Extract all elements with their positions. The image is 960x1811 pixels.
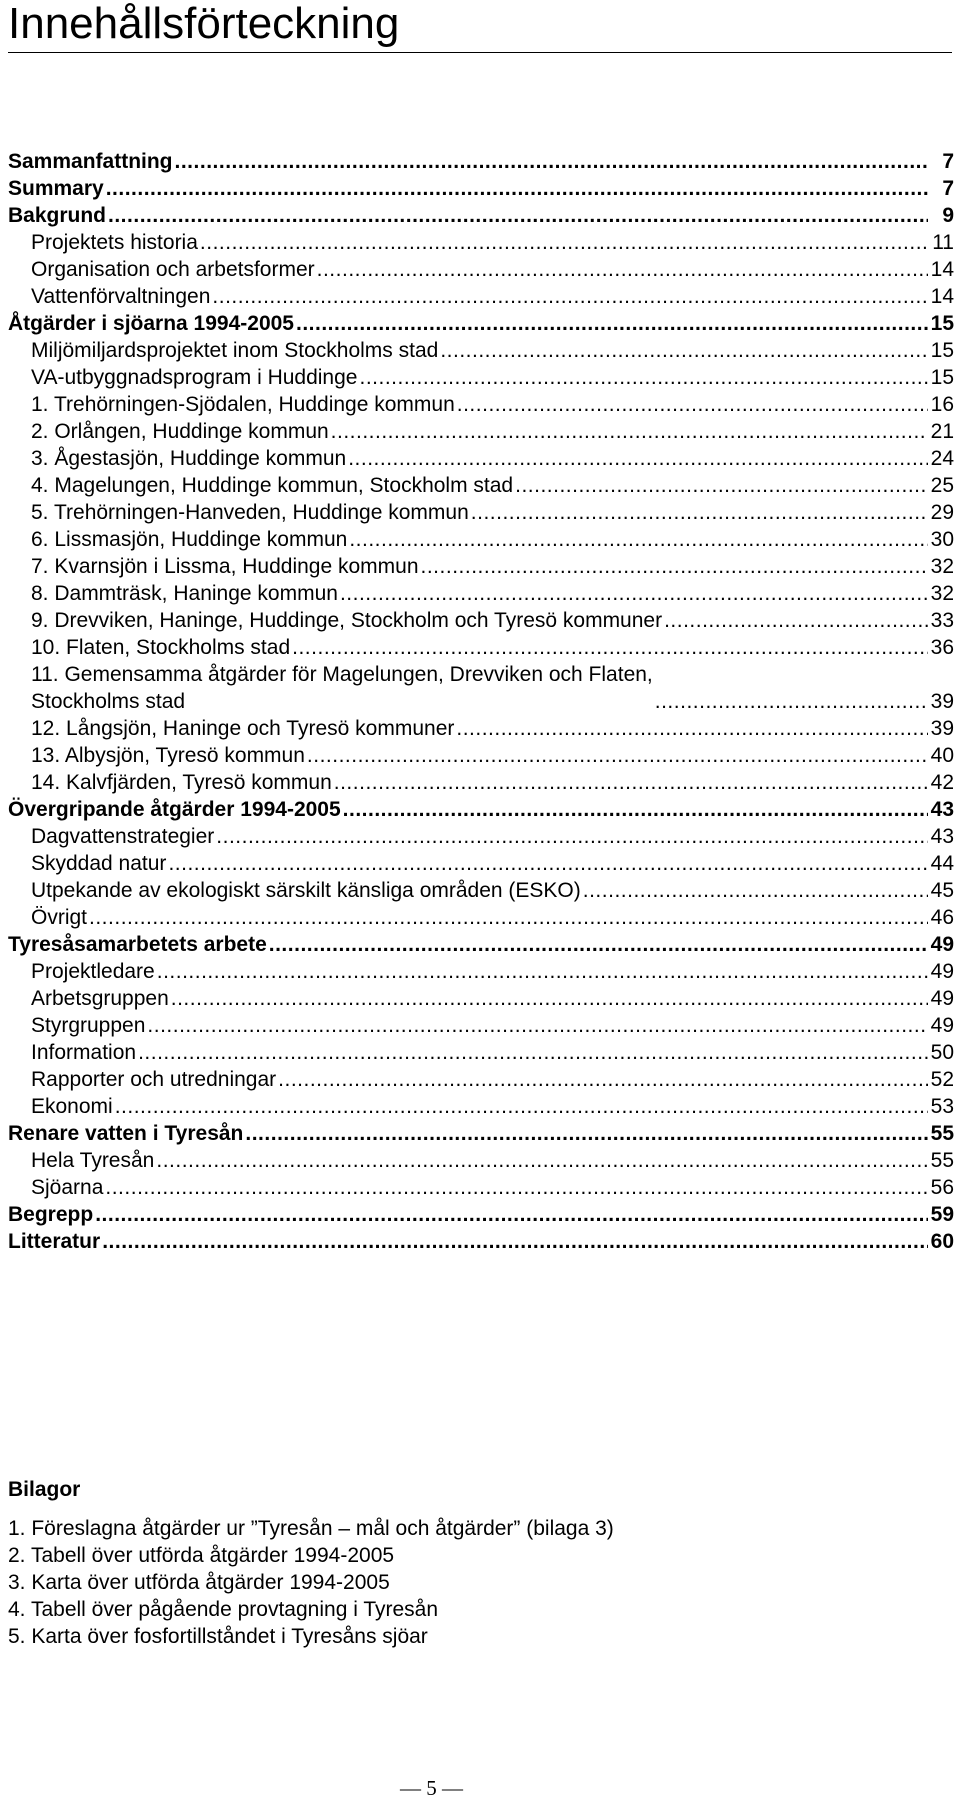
toc-entry-label: Sjöarna <box>31 1176 104 1199</box>
toc-entry[interactable] <box>8 607 954 634</box>
toc-entry-page: 30 <box>930 528 954 551</box>
dot-leader <box>515 472 928 499</box>
dot-leader <box>421 553 928 580</box>
dot-leader <box>278 1066 928 1093</box>
toc-entry[interactable] <box>8 580 954 607</box>
dot-leader <box>340 580 928 607</box>
toc-entry[interactable] <box>8 634 954 661</box>
toc-entry-label: Utpekande av ekologiskt särskilt känsliga områden (ESKO) <box>31 879 581 902</box>
toc-entry[interactable] <box>8 742 954 769</box>
toc-entry-page: 39 <box>930 717 954 740</box>
toc-entry-page: 9 <box>942 204 954 227</box>
toc-entry-page: 7 <box>942 150 954 173</box>
toc-entry-label: Sammanfattning <box>8 150 173 173</box>
toc-entry-label: 14. Kalvfjärden, Tyresö kommun <box>31 771 332 794</box>
toc-entry[interactable] <box>8 796 954 823</box>
page-number: — 5 — <box>400 1776 463 1800</box>
dot-leader <box>583 877 928 904</box>
toc-entry-page: 56 <box>930 1176 954 1199</box>
toc-entry[interactable] <box>8 1228 954 1255</box>
toc-entry-page: 39 <box>930 690 954 713</box>
toc-entry-page: 49 <box>930 960 954 983</box>
dot-leader <box>147 1012 928 1039</box>
toc-entry[interactable] <box>8 499 954 526</box>
toc-entry-label: Tyresåsamarbetets arbete <box>8 933 267 956</box>
toc-entry-page: 50 <box>930 1041 954 1064</box>
dot-leader <box>108 202 928 229</box>
toc-entry-page: 46 <box>930 906 954 929</box>
toc-entry-label: VA-utbyggnadsprogram i Huddinge <box>31 366 358 389</box>
dot-leader <box>157 958 928 985</box>
toc-entry-page: 15 <box>930 366 954 389</box>
dot-leader <box>102 1228 928 1255</box>
appendix-item: 2. Tabell över utförda åtgärder 1994-2005 <box>8 1544 395 1567</box>
toc-entry[interactable] <box>8 202 954 229</box>
dot-leader <box>655 688 928 715</box>
toc-entry-label: 3. Ågestasjön, Huddinge kommun <box>31 447 347 470</box>
toc-entry-page: 53 <box>930 1095 954 1118</box>
toc-entry-page: 24 <box>930 447 954 470</box>
toc-entry-page: 43 <box>930 798 954 821</box>
toc-entry[interactable] <box>8 283 954 310</box>
toc-entry-label: Rapporter och utredningar <box>31 1068 277 1091</box>
dot-leader <box>296 310 928 337</box>
toc-entry-label: Styrgruppen <box>31 1014 146 1037</box>
toc-entry-label-line: Stockholms stad <box>31 690 186 713</box>
page-title: Innehållsförteckning <box>8 2 952 53</box>
toc-entry[interactable] <box>8 364 954 391</box>
dot-leader <box>292 634 928 661</box>
toc-entry[interactable] <box>8 391 954 418</box>
dot-leader <box>471 499 928 526</box>
toc-entry[interactable] <box>8 931 954 958</box>
toc-entry-label: Övrigt <box>31 906 88 929</box>
dot-leader <box>348 445 928 472</box>
dot-leader <box>216 823 928 850</box>
dot-leader <box>331 418 928 445</box>
toc-entry-page: 29 <box>930 501 954 524</box>
toc-entry-page: 42 <box>930 771 954 794</box>
toc-entry-page: 25 <box>930 474 954 497</box>
dot-leader <box>95 1201 928 1228</box>
toc-entry[interactable] <box>8 472 954 499</box>
toc-entry-label: Projektledare <box>31 960 155 983</box>
toc-entry[interactable] <box>8 1012 954 1039</box>
toc-entry-label: 7. Kvarnsjön i Lissma, Huddinge kommun <box>31 555 419 578</box>
toc-entry[interactable] <box>8 1147 954 1174</box>
table-of-contents <box>8 148 954 1255</box>
toc-entry[interactable] <box>8 553 954 580</box>
dot-leader <box>317 256 928 283</box>
toc-entry-label: 6. Lissmasjön, Huddinge kommun <box>31 528 348 551</box>
dot-leader <box>343 796 928 823</box>
appendix-item: 5. Karta över fosfortillståndet i Tyresåns sjöar <box>8 1625 428 1648</box>
toc-entry-page: 15 <box>930 312 954 335</box>
dot-leader <box>156 1147 928 1174</box>
toc-entry-page: 59 <box>930 1203 954 1226</box>
toc-entry-page: 21 <box>930 420 954 443</box>
toc-entry-page: 32 <box>930 582 954 605</box>
toc-entry-page: 43 <box>930 825 954 848</box>
toc-entry-page: 14 <box>930 258 954 281</box>
toc-entry-label: Litteratur <box>8 1230 101 1253</box>
toc-entry-label: Summary <box>8 177 104 200</box>
dot-leader <box>171 985 928 1012</box>
dot-leader <box>359 364 928 391</box>
dot-leader <box>334 769 928 796</box>
dot-leader <box>457 391 928 418</box>
dot-leader <box>307 742 928 769</box>
toc-entry-label: 12. Långsjön, Haninge och Tyresö kommuner <box>31 717 455 740</box>
toc-entry[interactable] <box>8 526 954 553</box>
toc-entry-label: Hela Tyresån <box>31 1149 155 1172</box>
toc-entry-label: Dagvattenstrategier <box>31 825 215 848</box>
toc-entry-label: 9. Drevviken, Haninge, Huddinge, Stockholm och Tyresö kommuner <box>31 609 663 632</box>
appendix-item: 3. Karta över utförda åtgärder 1994-2005 <box>8 1571 390 1594</box>
toc-entry[interactable] <box>8 877 954 904</box>
toc-entry-label: 5. Trehörningen-Hanveden, Huddinge kommun <box>31 501 469 524</box>
toc-entry[interactable] <box>8 661 954 715</box>
toc-entry-label: 13. Albysjön, Tyresö kommun <box>31 744 305 767</box>
dot-leader <box>175 148 928 175</box>
toc-entry-label: Information <box>31 1041 137 1064</box>
toc-entry-page: 33 <box>930 609 954 632</box>
toc-entry-page: 52 <box>930 1068 954 1091</box>
toc-entry-label: Övergripande åtgärder 1994-2005 <box>8 798 341 821</box>
toc-entry-label: Miljömiljardsprojektet inom Stockholms stad <box>31 339 439 362</box>
toc-entry-label: 2. Orlången, Huddinge kommun <box>31 420 329 443</box>
toc-entry[interactable] <box>8 769 954 796</box>
toc-entry-label: 10. Flaten, Stockholms stad <box>31 636 291 659</box>
toc-entry[interactable] <box>8 1093 954 1120</box>
toc-entry-label: Ekonomi <box>31 1095 113 1118</box>
toc-entry[interactable] <box>8 1120 954 1147</box>
toc-entry[interactable] <box>8 850 954 877</box>
toc-entry[interactable] <box>8 337 954 364</box>
toc-entry-label: Begrepp <box>8 1203 94 1226</box>
appendix-item: 4. Tabell över pågående provtagning i Tyresån <box>8 1598 439 1621</box>
dot-leader <box>349 526 928 553</box>
toc-entry-label <box>31 661 653 715</box>
dot-leader <box>168 850 928 877</box>
toc-entry[interactable] <box>8 418 954 445</box>
appendix-item: 1. Föreslagna åtgärder ur ”Tyresån – mål och åtgärder” (bilaga 3) <box>8 1517 614 1540</box>
toc-entry-page: 45 <box>930 879 954 902</box>
dot-leader <box>212 283 928 310</box>
toc-entry-page: 49 <box>930 933 954 956</box>
toc-entry-label: Skyddad natur <box>31 852 167 875</box>
toc-entry-label: Renare vatten i Tyresån <box>8 1122 244 1145</box>
toc-entry[interactable] <box>8 1039 954 1066</box>
toc-entry-page: 55 <box>930 1149 954 1172</box>
toc-entry-page: 15 <box>930 339 954 362</box>
toc-entry-label: Organisation och arbetsformer <box>31 258 315 281</box>
dot-leader <box>105 1174 928 1201</box>
toc-entry[interactable] <box>8 445 954 472</box>
dot-leader <box>664 607 928 634</box>
toc-entry-page: 36 <box>930 636 954 659</box>
toc-entry-page: 16 <box>930 393 954 416</box>
toc-entry[interactable] <box>8 256 954 283</box>
toc-entry-page: 40 <box>930 744 954 767</box>
toc-entry-label: 8. Dammträsk, Haninge kommun <box>31 582 338 605</box>
toc-entry[interactable] <box>8 1201 954 1228</box>
dot-leader <box>245 1120 928 1147</box>
toc-entry-page: 7 <box>942 177 954 200</box>
toc-entry[interactable] <box>8 310 954 337</box>
dot-leader <box>269 931 928 958</box>
toc-entry-label: 1. Trehörningen-Sjödalen, Huddinge kommun <box>31 393 455 416</box>
toc-entry-page: 55 <box>930 1122 954 1145</box>
toc-entry-label: 4. Magelungen, Huddinge kommun, Stockholm stad <box>31 474 514 497</box>
dot-leader <box>106 175 928 202</box>
toc-entry-label: Projektets historia <box>31 231 198 254</box>
toc-entry[interactable] <box>8 175 954 202</box>
toc-entry[interactable] <box>8 1066 954 1093</box>
appendix-section <box>8 1476 908 1650</box>
dot-leader <box>200 229 928 256</box>
toc-entry[interactable] <box>8 229 954 256</box>
dot-leader <box>138 1039 928 1066</box>
toc-entry-page: 49 <box>930 987 954 1010</box>
dot-leader <box>440 337 928 364</box>
toc-entry[interactable] <box>8 715 954 742</box>
dot-leader <box>89 904 928 931</box>
toc-entry-label: Bakgrund <box>8 204 107 227</box>
toc-entry-page: 60 <box>930 1230 954 1253</box>
toc-entry-label: Arbetsgruppen <box>31 987 169 1010</box>
appendix-heading: Bilagor <box>8 1478 81 1501</box>
toc-entry-page: 14 <box>930 285 954 308</box>
toc-entry-label: Vattenförvaltningen <box>31 285 211 308</box>
toc-entry[interactable] <box>8 1174 954 1201</box>
toc-entry[interactable] <box>8 904 954 931</box>
toc-entry-page: 11 <box>932 231 954 254</box>
toc-entry[interactable] <box>8 985 954 1012</box>
dot-leader <box>456 715 928 742</box>
dot-leader <box>115 1093 928 1120</box>
toc-entry[interactable] <box>8 958 954 985</box>
toc-entry-page: 44 <box>930 852 954 875</box>
toc-entry-label: Åtgärder i sjöarna 1994-2005 <box>8 312 294 335</box>
toc-entry-label-line: 11. Gemensamma åtgärder för Magelungen, Drevviken och Flaten, <box>31 663 653 686</box>
toc-entry-page: 49 <box>930 1014 954 1037</box>
toc-entry-page: 32 <box>930 555 954 578</box>
toc-entry[interactable] <box>8 823 954 850</box>
toc-entry[interactable] <box>8 148 954 175</box>
